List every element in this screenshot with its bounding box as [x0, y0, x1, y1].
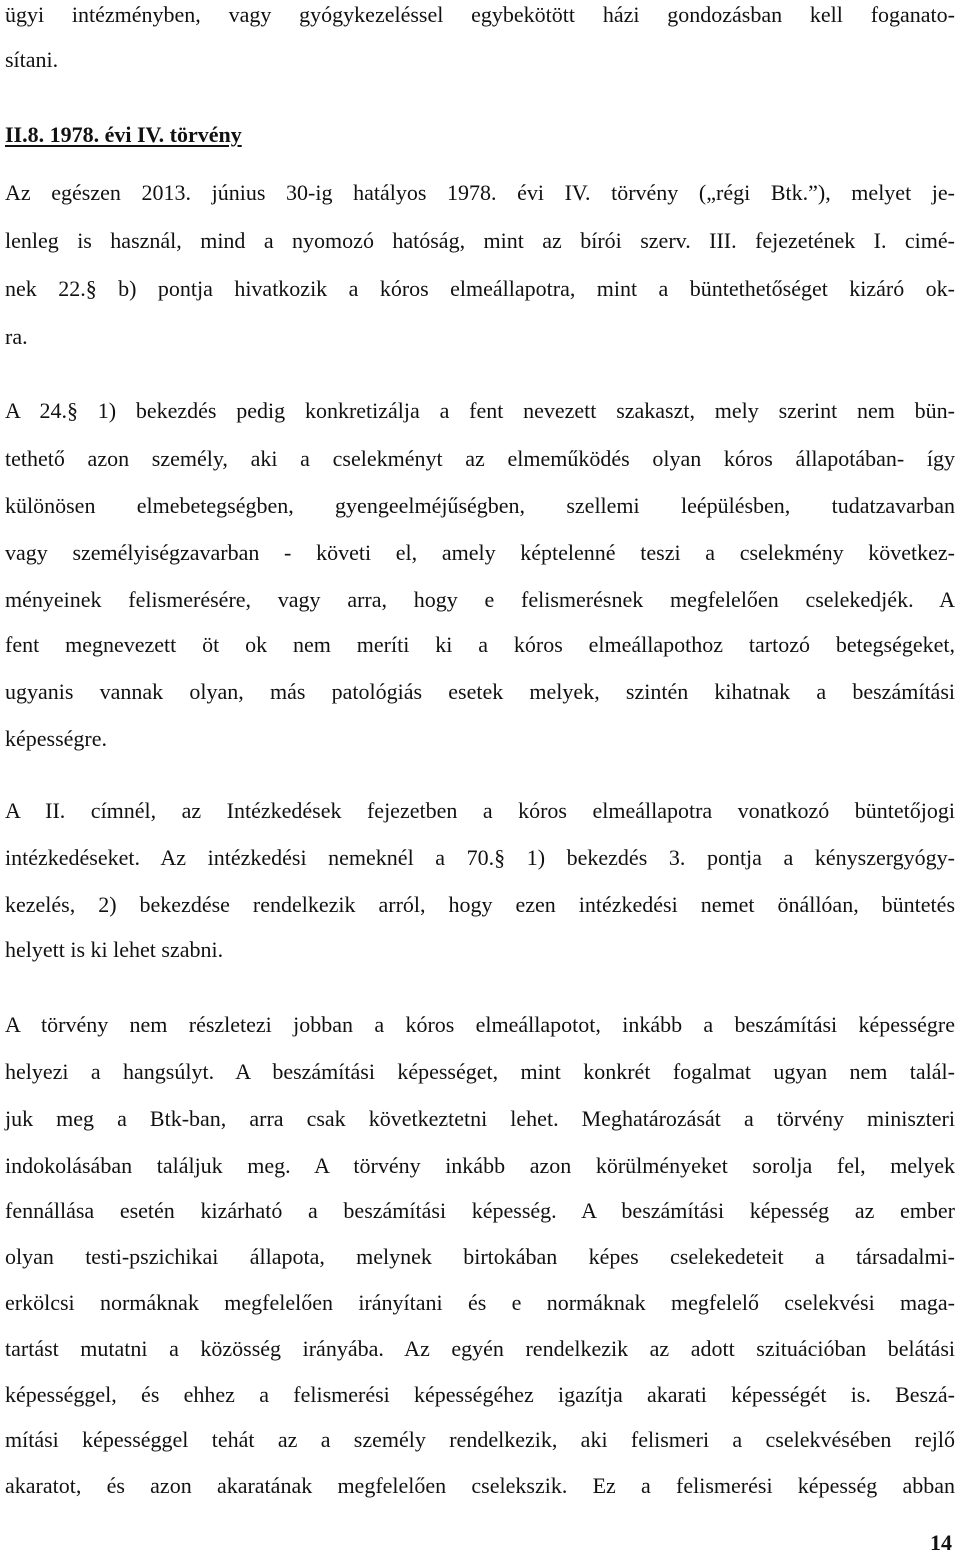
p4-line-4: indokolásában találjuk meg. A törvény inkább azon körülményeket sorolja fel, melyek — [5, 1153, 955, 1178]
intro-line-2: sítani. — [5, 47, 59, 72]
p2-line-5: ményeinek felismerésére, vagy arra, hogy e felismerésnek megfelelően cselekedjék. A — [5, 587, 955, 612]
p3-line-3: kezelés, 2) bekezdése rendelkezik arról, hogy ezen intézkedési nemet önállóan, büntetés — [5, 892, 955, 917]
p4-line-6: olyan testi-pszichikai állapota, melynek birtokában képes cselekedeteit a társadalmi- — [5, 1244, 955, 1269]
section-heading: II.8. 1978. évi IV. törvény — [5, 122, 242, 147]
p2-line-2: tethető azon személy, aki a cselekményt az elmeműködés olyan kóros állapotában- így — [5, 446, 955, 471]
p2-line-4: vagy személyiségzavarban - követi el, amely képtelenné teszi a cselekmény következ- — [5, 540, 955, 565]
p4-line-2: helyezi a hangsúlyt. A beszámítási képességet, mint konkrét fogalmat ugyan nem talál- — [5, 1059, 955, 1084]
p2-line-6: fent megnevezett öt ok nem meríti ki a kóros elmeállapothoz tartozó betegségeket, — [5, 632, 955, 657]
p4-line-11: akaratot, és azon akaratának megfelelően cselekszik. Ez a felismerési képesség abban — [5, 1473, 955, 1498]
p2-line-3: különösen elmebetegségben, gyengeelméjűségben, szellemi leépülésben, tudatzavarban — [5, 493, 955, 518]
p3-line-4: helyett is ki lehet szabni. — [5, 937, 224, 962]
p2-line-8: képességre. — [5, 726, 108, 751]
intro-line-1: ügyi intézményben, vagy gyógykezeléssel egybekötött házi gondozásban kell foganato- — [5, 2, 955, 27]
p1-line-1: Az egészen 2013. június 30-ig hatályos 1978. évi IV. törvény („régi Btk.”), melyet je- — [5, 180, 955, 205]
p1-line-3: nek 22.§ b) pontja hivatkozik a kóros elmeállapotra, mint a büntethetőséget kizáró ok- — [5, 276, 955, 301]
p4-line-9: képességgel, és ehhez a felismerési képességéhez igazítja akarati képességét is. Beszá- — [5, 1382, 955, 1407]
p4-line-3: juk meg a Btk-ban, arra csak következtetni lehet. Meghatározását a törvény miniszteri — [5, 1106, 955, 1131]
p4-line-10: mítási képességgel tehát az a személy rendelkezik, aki felismeri a cselekvésében rejlő — [5, 1427, 955, 1452]
p2-line-7: ugyanis vannak olyan, más patológiás esetek melyek, szintén kihatnak a beszámítási — [5, 679, 955, 704]
p3-line-2: intézkedéseket. Az intézkedési nemeknél a 70.§ 1) bekezdés 3. pontja a kényszergyógy- — [5, 845, 955, 870]
p1-line-4: ra. — [5, 324, 28, 349]
p4-line-5: fennállása esetén kizárható a beszámítási képesség. A beszámítási képesség az ember — [5, 1198, 955, 1223]
p1-line-2: lenleg is használ, mind a nyomozó hatóság, mint az bírói szerv. III. fejezetének I. cimé- — [5, 228, 955, 253]
p4-line-1: A törvény nem részletezi jobban a kóros elmeállapotot, inkább a beszámítási képességre — [5, 1012, 955, 1037]
p4-line-7: erkölcsi normáknak megfelelően irányítani és e normáknak megfelelő cselekvési maga- — [5, 1290, 955, 1315]
page-number: 14 — [930, 1530, 952, 1555]
p3-line-1: A II. címnél, az Intézkedések fejezetben a kóros elmeállapotra vonatkozó büntetőjogi — [5, 798, 955, 823]
p4-line-8: tartást mutatni a közösség irányába. Az egyén rendelkezik az adott szituációban belátási — [5, 1336, 955, 1361]
p2-line-1: A 24.§ 1) bekezdés pedig konkretizálja a fent nevezett szakaszt, mely szerint nem bün- — [5, 398, 955, 423]
